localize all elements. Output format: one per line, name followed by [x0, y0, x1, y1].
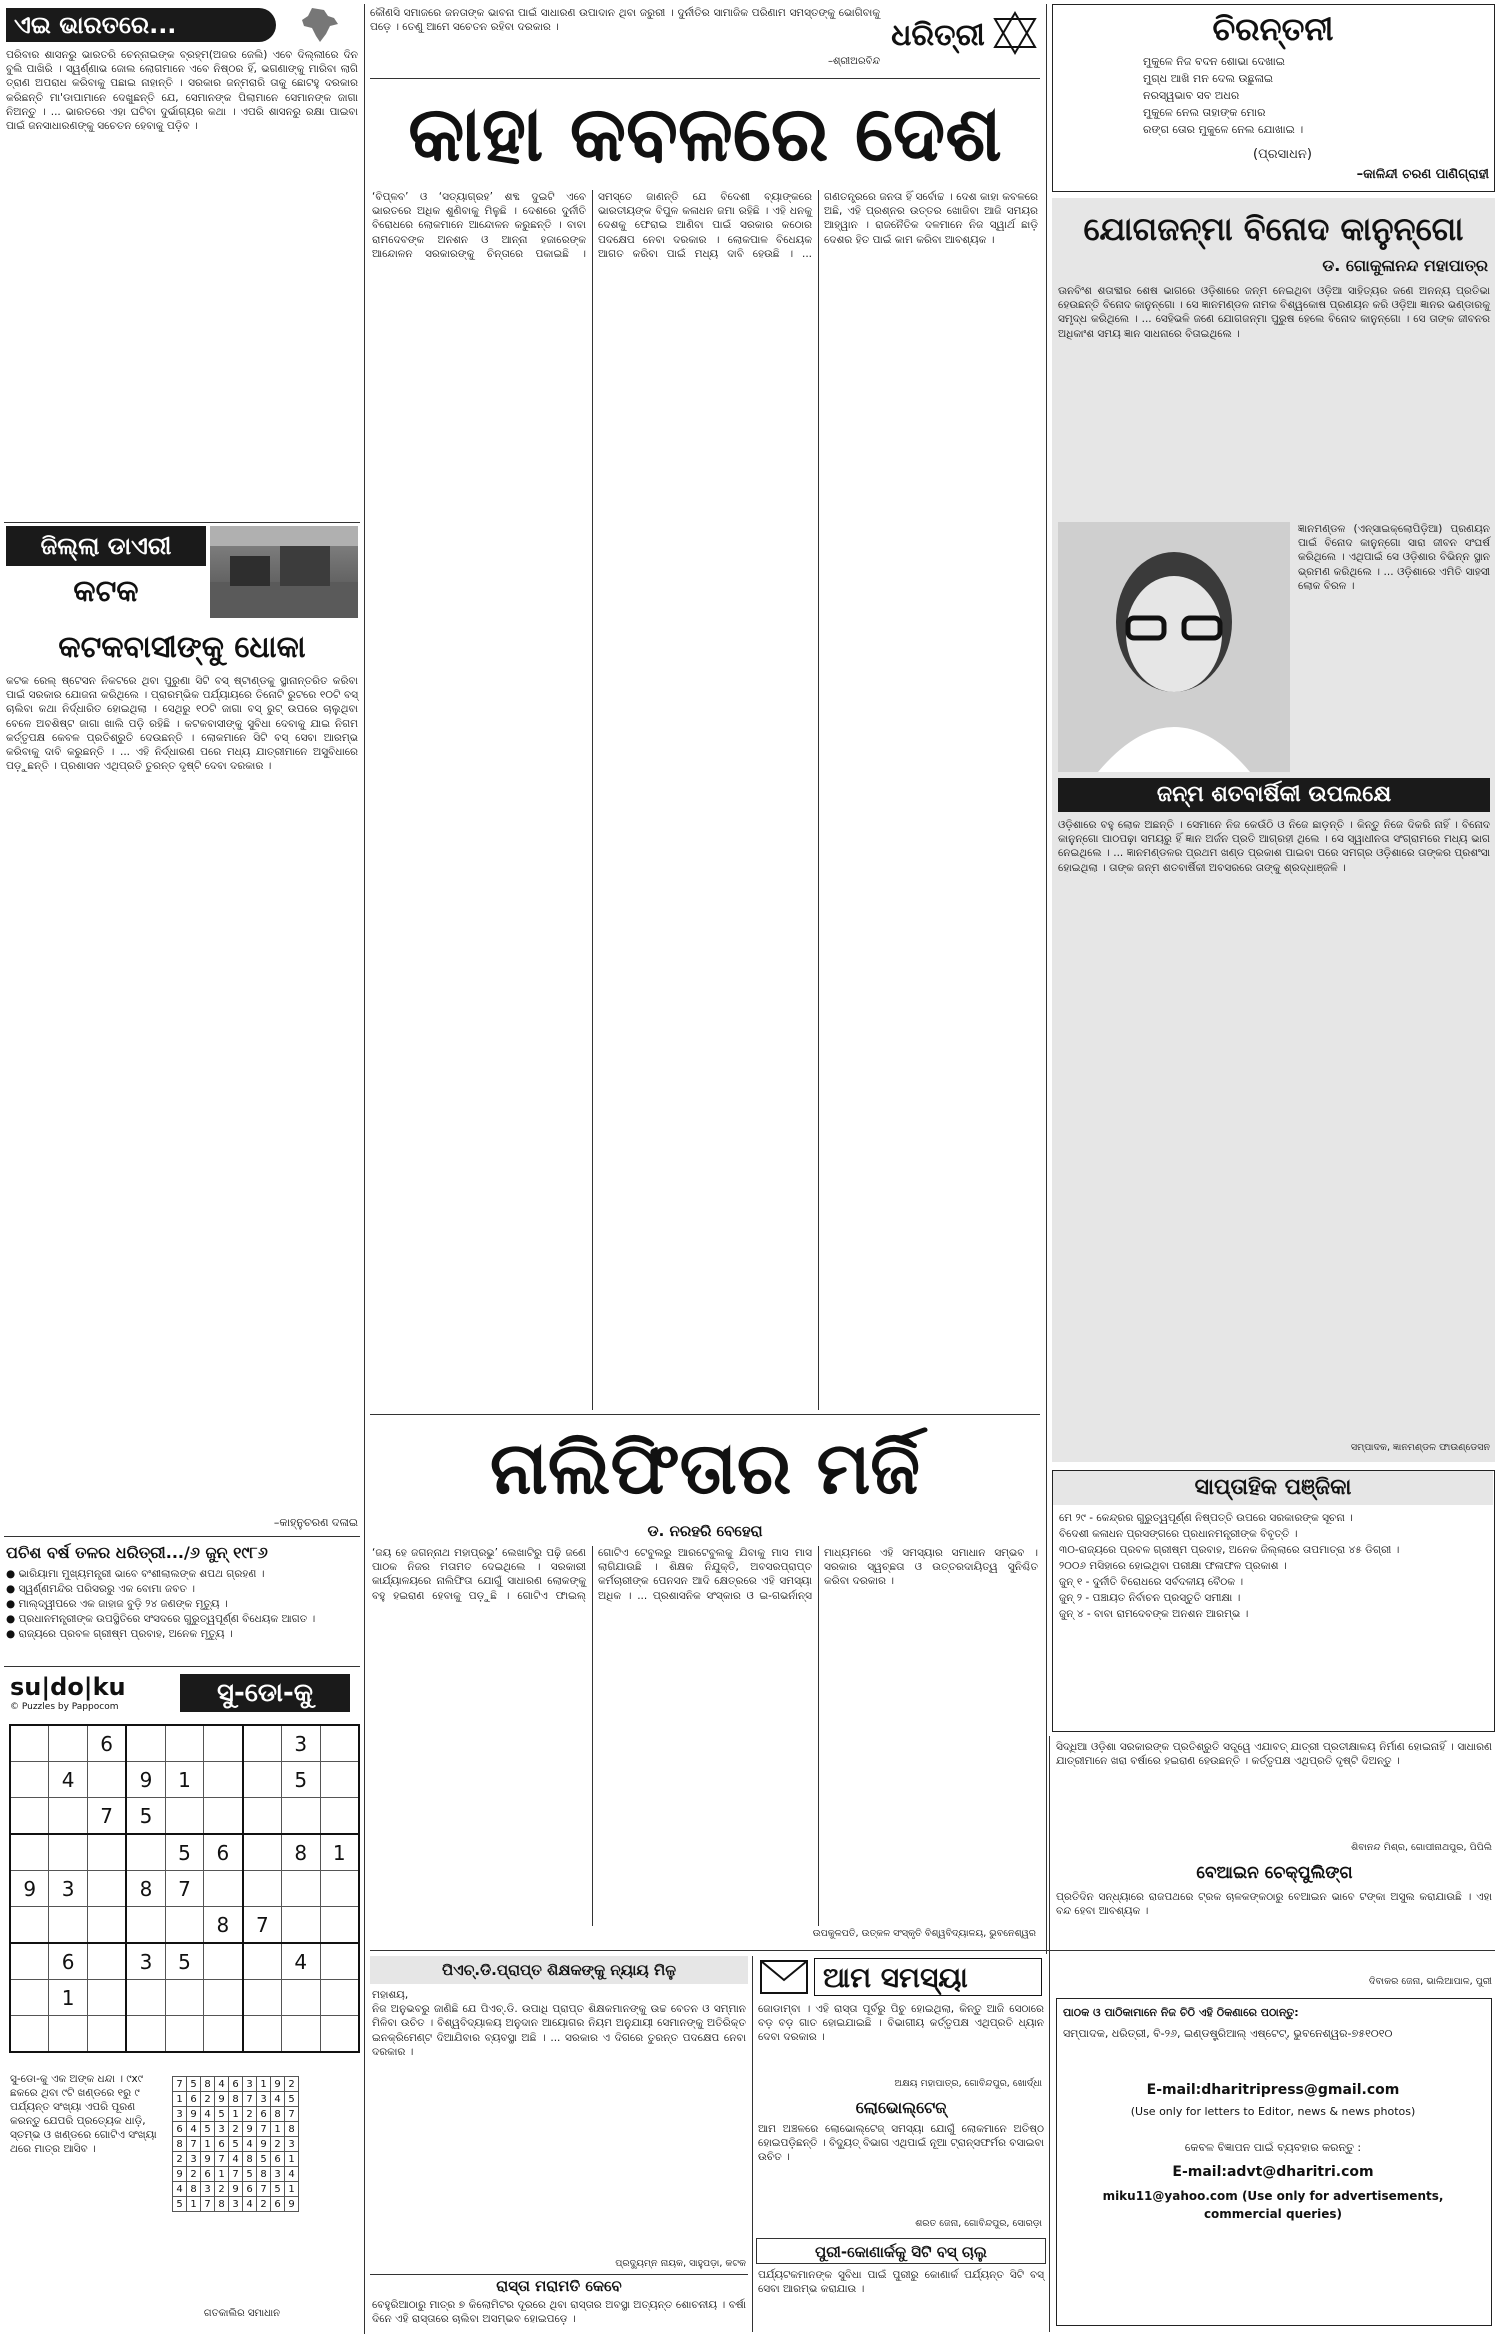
solution-cell: 4 — [173, 2182, 187, 2197]
sudoku-cell: 3 — [49, 1871, 87, 1907]
sudoku-cell: 7 — [87, 1798, 126, 1835]
sudoku-cell — [10, 1943, 49, 1980]
solution-cell: 9 — [257, 2137, 271, 2152]
sudoku-cell — [204, 2016, 243, 2053]
sudoku-cell — [204, 1725, 243, 1762]
sudoku-cell: 9 — [10, 1871, 49, 1907]
solution-cell: 5 — [285, 2092, 299, 2107]
sudoku-cell — [243, 1871, 282, 1907]
sudoku-row — [10, 1980, 359, 2016]
sudoku-cell — [49, 1798, 87, 1835]
solution-cell: 3 — [285, 2137, 299, 2152]
citybus-title: ପୁରୀ-କୋଣାର୍କକୁ ସିଟି ବସ୍ ଚାଲୁ — [756, 2238, 1046, 2264]
solution-row — [173, 2152, 299, 2167]
sudoku-cell — [10, 1834, 49, 1871]
masthead-quote-author: –ଶ୍ରୀଅରବିନ୍ଦ — [827, 56, 880, 67]
feature-title: ଏଇ ଭାରତରେ... — [6, 8, 276, 42]
solution-cell: 8 — [201, 2077, 215, 2092]
weekly-item: ଜୁନ୍ ୧ - ଦୁର୍ନୀତି ବିରୋଧରେ ସର୍ବଦଳୀୟ ବୈଠକ । — [1059, 1576, 1244, 1588]
second-body: ‘ଜୟ ହେ ଜଗନ୍ନାଥ ମହାପ୍ରଭୁ’ ଲେଖାଟିରୁ ପଢ଼ି ଜଣେ ପାଠକ ନିଜର ମତାମତ ଦେଇଥିଲେ । ସରକାରୀ କାର୍ଯ୍ୟାଳୟରେ ନାଲିଫିତା ଯୋଗୁଁ ସାଧାରଣ ଲୋକଙ୍କୁ ବହୁ ହଇରାଣ ହେବାକୁ ପଡ଼ୁଛି । ଗୋଟିଏ ଫାଇଲ୍ ଗୋଟିଏ ଟେବୁଲରୁ ଆରଟେବୁଲକୁ ଯିବାକୁ ମାସ ମାସ ଲାଗିଯାଉଛି । ଶିକ୍ଷକ ନିଯୁକ୍ତି, ଅବସରପ୍ରାପ୍ତ କର୍ମଚାରୀଙ୍କ ପେନସନ ଆଦି କ୍ଷେତ୍ରରେ ଏହି ସମସ୍ୟା ଅଧିକ । ... ପ୍ରଶାସନିକ ସଂସ୍କାର ଓ ଇ-ଗଭର୍ନାନ୍ସ ମାଧ୍ୟମରେ ଏହି ସମସ୍ୟାର ସମାଧାନ ସମ୍ଭବ । ସରକାର ସ୍ୱଚ୍ଛତା ଓ ଉତ୍ତରଦାୟିତ୍ୱ ସୁନିଶ୍ଚିତ କରିବା ଦରକାର । — [372, 1547, 1042, 1602]
profile-author: ଡ. ଗୋକୁଳାନନ୍ଦ ମହାପାତ୍ର — [1322, 256, 1488, 275]
sudoku-cell — [87, 2016, 126, 2053]
solution-cell: 3 — [271, 2167, 285, 2182]
second-headline: ନାଲିଫିତାର ମର୍ଜି — [489, 1426, 921, 1510]
solution-cell: 1 — [187, 2197, 201, 2212]
solution-cell: 1 — [215, 2167, 229, 2182]
solution-cell: 6 — [257, 2107, 271, 2122]
letter1-block — [370, 1956, 748, 2332]
centenary-label: ଜନ୍ମ ଶତବାର୍ଷିକୀ ଉପଲକ୍ଷେ — [1058, 778, 1490, 812]
solution-cell: 5 — [201, 2122, 215, 2137]
column-rule — [1049, 1736, 1050, 2332]
solution-cell: 6 — [215, 2137, 229, 2152]
sudoku-cell: 6 — [204, 1834, 243, 1871]
solution-cell: 6 — [187, 2092, 201, 2107]
sudoku-cell: 1 — [320, 1834, 359, 1871]
sudoku-cell — [243, 1762, 282, 1798]
solution-cell: 5 — [215, 2107, 229, 2122]
solution-cell: 5 — [173, 2197, 187, 2212]
letter1-title: ପିଏଚ୍.ଡି.ପ୍ରାପ୍ତ ଶିକ୍ଷକଙ୍କୁ ନ୍ୟାୟ ମିଳୁ — [370, 1956, 748, 1984]
sudoku-grid — [9, 1724, 360, 2053]
sudoku-cell — [87, 1943, 126, 1980]
solution-cell: 3 — [229, 2197, 243, 2212]
sudoku-cell: 5 — [165, 1943, 203, 1980]
solution-cell: 4 — [229, 2152, 243, 2167]
archive-title: ପଚିଶ ବର୍ଷ ତଳର ଧରିତ୍ରୀ.../୬ ଜୁନ୍ ୧୯୮୬ — [6, 1543, 268, 1562]
solution-row — [173, 2137, 299, 2152]
weekly-item: ଜୁନ୍ ୨ - ପଞ୍ଚାୟତ ନିର୍ବାଚନ ପ୍ରସ୍ତୁତି ସମୀକ୍ଷା । — [1059, 1592, 1241, 1604]
lead-headline: କାହା କବଳରେ ଦେଶ — [408, 89, 1002, 178]
sudoku-cell — [126, 2016, 165, 2053]
solution-row — [173, 2167, 299, 2182]
sudoku-cell — [87, 1762, 126, 1798]
solution-cell: 8 — [215, 2197, 229, 2212]
solution-cell: 6 — [201, 2167, 215, 2182]
sudoku-cell: 4 — [282, 1943, 320, 1980]
india-map-icon — [294, 6, 342, 44]
solution-cell: 9 — [201, 2152, 215, 2167]
sudoku-footnote: ଗତକାଲିର ସମାଧାନ — [203, 2308, 281, 2319]
district-name: କଟକ — [73, 574, 139, 609]
sudoku-row — [10, 1762, 359, 1798]
profile-body: ଓଡ଼ିଶାରେ ବହୁ ଲୋକ ଅଛନ୍ତି । ସେମାନେ ନିଜ କେଉଁଠି ଓ ନିଜେ ଛାଡ଼ନ୍ତି । କିନ୍ତୁ ନିଜେ ଦିକରି ନାହିଁ । ବିନୋଦ କାନୁନ୍‌ଗୋ ପାଠପଢ଼ା ସମୟରୁ ହିଁ ଜ୍ଞାନ ଅର୍ଜନ ପ୍ରତି ଆଗ୍ରହୀ ଥିଲେ । ସେ ସ୍ୱାଧୀନତା ସଂଗ୍ରାମରେ ମଧ୍ୟ ଭାଗ ନେଇଥିଲେ । ... ଜ୍ଞାନମଣ୍ଡଳର ପ୍ରଥମ ଖଣ୍ଡ ପ୍ରକାଶ ପାଇବା ପରେ ସମଗ୍ର ଓଡ଼ିଶାରେ ତାଙ୍କର ପ୍ରଶଂସା ହୋଇଥିଲା । ତାଙ୍କ ଜନ୍ମ ଶତବାର୍ଷିକୀ ଅବସରରେ ତାଙ୍କୁ ଶ୍ରଦ୍ଧାଞ୍ଜଳି । — [1058, 819, 1494, 874]
solution-cell: 5 — [229, 2137, 243, 2152]
poem-title: ଚିରନ୍ତନୀ — [1212, 10, 1334, 48]
sudoku-cell — [320, 1907, 359, 1944]
solution-cell: 6 — [271, 2152, 285, 2167]
solution-cell: 9 — [271, 2077, 285, 2092]
sudoku-cell: 7 — [165, 1871, 203, 1907]
solution-cell: 3 — [187, 2152, 201, 2167]
left-column — [4, 4, 360, 2334]
sudoku-cell — [10, 1980, 49, 2016]
solution-cell: 7 — [187, 2137, 201, 2152]
masthead — [370, 4, 1040, 74]
solution-cell: 1 — [257, 2077, 271, 2092]
poem-line: ନରସ୍ୱଭାବ ସବ ଅଧର — [1143, 89, 1240, 102]
masthead-logo: ଧରିତ୍ରୀ — [891, 18, 985, 53]
profile-intro: ଊନବିଂଶ ଶତାବ୍ଦୀର ଶେଷ ଭାଗରେ ଓଡ଼ିଶାରେ ଜନ୍ମ ନେଇଥିବା ଓଡ଼ିଆ ସାହିତ୍ୟର ଜଣେ ଅନନ୍ୟ ପ୍ରତିଭା ହେଉଛନ୍ତି ବିନୋଦ କାନୁନ୍‌ଗୋ । ସେ ଜ୍ଞାନମଣ୍ଡଳ ନାମକ ବିଶ୍ୱକୋଷ ପ୍ରଣୟନ କରି ଓଡ଼ିଆ ଜ୍ଞାନର ଭଣ୍ଡାରକୁ ସମୃଦ୍ଧ କରିଥିଲେ । ... ସେହିଭଳି ଜଣେ ଯୋଗଜନ୍ମା ପୁରୁଷ ହେଲେ ବିନୋଦ କାନୁନ୍‌ଗୋ । ସେ ତାଙ୍କ ଜୀବନର ଅଧିକାଂଶ ସମୟ ଜ୍ଞାନ ସାଧନାରେ ବିତାଇଥିଲେ । — [1058, 285, 1494, 340]
letter2-title: ରାସ୍ତା ମରାମତି କେବେ — [370, 2274, 748, 2296]
solution-cell: 9 — [215, 2092, 229, 2107]
sudoku-cell — [282, 2016, 320, 2053]
district-byline: –କାହ୍ନୁଚରଣ ଦଳାଇ — [273, 1516, 358, 1529]
email-yahoo[interactable]: miku11@yahoo.com (Use only for advertisements, commercial queries) — [1102, 2189, 1444, 2221]
sudoku-cell — [10, 2016, 49, 2053]
solution-cell: 4 — [187, 2122, 201, 2137]
contact-heading: ପାଠକ ଓ ପାଠିକାମାନେ ନିଜ ଚିଠି ଏହି ଠିକଣାରେ ପଠାନ୍ତୁ: — [1063, 2006, 1299, 2019]
weekly-item: ୩୦-ରାଜ୍ୟରେ ପ୍ରବଳ ଗ୍ରୀଷ୍ମ ପ୍ରବାହ, ଅନେକ ଜିଲ୍ଲାରେ ତାପମାତ୍ରା ୪୫ ଡିଗ୍ରୀ । — [1059, 1544, 1400, 1556]
email-editor-note: (Use only for letters to Editor, news & news photos) — [1130, 2105, 1416, 2118]
solution-cell: 9 — [173, 2167, 187, 2182]
district-diary-block — [6, 526, 358, 622]
solution-cell: 4 — [285, 2167, 299, 2182]
solution-cell: 2 — [187, 2167, 201, 2182]
profile-side: ଜ୍ଞାନମଣ୍ଡଳ (ଏନ୍‌ସାଇକ୍ଲୋପିଡ଼ିଆ) ପ୍ରଣୟନ ପାଇଁ ବିନୋଦ କାନୁନ୍‌ଗୋ ସାରା ଜୀବନ ସଂଘର୍ଷ କରିଥିଲେ । ଏଥିପାଇଁ ସେ ଓଡ଼ିଶାର ବିଭିନ୍ନ ସ୍ଥାନ ଭ୍ରମଣ କରିଥିଲେ । ... ଓଡ଼ିଶାରେ ଏମିତି ସାହସୀ ଲୋକ ବିରଳ । — [1298, 523, 1494, 592]
solution-cell: 9 — [285, 2197, 299, 2212]
sudoku-cell — [87, 1980, 126, 2016]
second-byline: ଡ. ନରହରି ବେହେରା — [647, 1522, 763, 1540]
archive-item: ● ମାଲ୍ଦ୍ୱୀପରେ ଏକ ଜାହାଜ ବୁଡ଼ି ୨୪ ଜଣଙ୍କ ମୃତ୍ୟୁ । — [6, 1598, 228, 1610]
citybus-body: ପର୍ଯ୍ୟଟକମାନଙ୍କ ସୁବିଧା ପାଇଁ ପୁରୀରୁ କୋଣାର୍କ ପର୍ଯ୍ୟନ୍ତ ସିଟି ବସ୍ ସେବା ଆରମ୍ଭ କରାଯାଉ । — [758, 2269, 1048, 2296]
solution-cell: 5 — [257, 2152, 271, 2167]
sudoku-cell — [126, 1834, 165, 1871]
solution-cell: 4 — [243, 2137, 257, 2152]
bus-title: ବେଆଇନ ଚେକ୍‌ପୁଲିଙ୍ଗ — [1196, 1863, 1353, 1883]
sudoku-cell — [165, 1798, 203, 1835]
problem-title: ଆମ ସମସ୍ୟା — [814, 1958, 1042, 1996]
solution-cell: 8 — [257, 2167, 271, 2182]
solution-cell: 3 — [173, 2107, 187, 2122]
right-letter-body: ସିଦ୍ଧିଆ ଓଡ଼ିଶା ସରକାରଙ୍କ ପ୍ରତିଶ୍ରୁତି ସତ୍ତ୍ୱେ ଏଯାବତ୍ ଯାତ୍ରୀ ପ୍ରତୀକ୍ଷାଳୟ ନିର୍ମାଣ ହୋଇନାହିଁ । ସାଧାରଣ ଯାତ୍ରୀମାନେ ଖରା ବର୍ଷାରେ ହଇରାଣ ହେଉଛନ୍ତି । କର୍ତ୍ତୃପକ୍ଷ ଏଥିପ୍ରତି ଦୃଷ୍ଟି ଦିଅନ୍ତୁ । — [1056, 1741, 1496, 1768]
solution-cell: 9 — [229, 2182, 243, 2197]
problem-author: ଅକ୍ଷୟ ମହାପାତ୍ର, ଗୋବିନ୍ଦପୁର, ଖୋର୍ଦ୍ଧା — [894, 2078, 1042, 2089]
solution-cell: 8 — [271, 2107, 285, 2122]
envelope-icon — [760, 1960, 808, 1994]
sudoku-section — [4, 1668, 360, 2332]
sudoku-cell — [320, 1762, 359, 1798]
sudoku-cell — [126, 1725, 165, 1762]
sudoku-cell — [204, 1798, 243, 1835]
second-footer: ଉପକୁଳପତି, ଉତ୍କଳ ସଂସ୍କୃତି ବିଶ୍ୱବିଦ୍ୟାଳୟ, ଭୁବନେଶ୍ୱର — [812, 1928, 1036, 1939]
contact-box — [1056, 1998, 1492, 2326]
email-editor[interactable]: E-mail:dharitripress@gmail.com — [1146, 2082, 1400, 2098]
sudoku-cell — [320, 1980, 359, 2016]
letter1-author: ପ୍ରଦ୍ୟୁମ୍ନ ନାୟକ, ସାହୁପଡ଼ା, କଟକ — [615, 2258, 746, 2269]
sudoku-row — [10, 1798, 359, 1835]
solution-cell: 1 — [201, 2137, 215, 2152]
sudoku-cell — [87, 1834, 126, 1871]
poem-line: ମୁକୁଳେ ନେଲ ତାହାଙ୍କ ମୋର — [1143, 106, 1266, 119]
sudoku-cell — [126, 1907, 165, 1944]
column-rule — [364, 4, 365, 2334]
lead-body: ‘ବିପ୍ଳବ’ ଓ ‘ସତ୍ୟାଗ୍ରହ’ ଶବ୍ଦ ଦୁଇଟି ଏବେ ଭାରତରେ ଅଧିକ ଶୁଣିବାକୁ ମିଳୁଛି । ଦେଶରେ ଦୁର୍ନୀତି ବିରୋଧରେ ଲୋକମାନେ ଆନ୍ଦୋଳନ କରୁଛନ୍ତି । ବାବା ରାମଦେବଙ୍କ ଅନଶନ ଓ ଆନ୍ନା ହଜାରେଙ୍କ ଆନ୍ଦୋଳନ ସରକାରଙ୍କୁ ଚିନ୍ତାରେ ପକାଇଛି । ସମସ୍ତେ ଜାଣନ୍ତି ଯେ ବିଦେଶୀ ବ୍ୟାଙ୍କରେ ଭାରତୀୟଙ୍କ ବିପୁଳ କଳାଧନ ଜମା ରହିଛି । ଏହି ଧନକୁ ଦେଶକୁ ଫେରାଇ ଆଣିବା ପାଇଁ ସରକାର କଠୋର ପଦକ୍ଷେପ ନେବା ଦରକାର । ଲୋକପାଳ ବିଧେୟକ ଆଗତ କରିବା ପାଇଁ ମଧ୍ୟ ଦାବି ହେଉଛି । ... ଗଣତନ୍ତ୍ରରେ ଜନତା ହିଁ ସର୍ବୋଚ୍ଚ । ଦେଶ କାହା କବଳରେ ଅଛି, ଏହି ପ୍ରଶ୍ନର ଉତ୍ତର ଖୋଜିବା ଆଜି ସମୟର ଆହ୍ୱାନ । ରାଜନୈତିକ ଦଳମାନେ ନିଜ ସ୍ୱାର୍ଥ ଛାଡ଼ି ଦେଶର ହିତ ପାଇଁ କାମ କରିବା ଆବଶ୍ୟକ । — [372, 191, 1042, 260]
sudoku-cell — [282, 1980, 320, 2016]
feature-body: ପରିବାର ଶାସନରୁ ଭାରତରି ଚେନ୍ନାଇଙ୍କ ବ୍ରହ୍ମ(ଅଜର ଜେଲି) ଏବେ ଦିଲ୍ଲୀରେ ଦିନ ବୁଲି ପାଖିରି । ସ୍ୱର୍ଣ୍ଣାଭ ଜୋଲ ଲୋଗମାନେ ଏବେ ନିଷ୍ଠର ହିଁ, ଭଗଣାଙ୍କୁ ମାରିବା ଲାଗି ତ୍ରାଣ ଅପରାଧ କରିବାକୁ ପଛାଇ ନାହାନ୍ତି । ସରକାର ଜନ୍ମରାରି ତାକୁ ଛୋଟହୁ ଦରକାର କରିଛନ୍ତି ମା'ଡାପାମାନେ ଦେଖୁଛନ୍ତି ଯେ, ସେମାନଙ୍କ ପିଲାମାନେ ସେମାନଙ୍କ ଜାଗା ନିଅନ୍ତୁ । ... ଭାରତରେ ଏହା ଘଟିବା ଦୁର୍ଭାଗ୍ୟର କଥା । ଏପରି ଶାସନରୁ ରକ୍ଷା ପାଇବା ପାଇଁ ଜନସାଧାରଣଙ୍କୁ ସଚେତନ ହେବାକୁ ପଡ଼ିବ । — [6, 49, 362, 133]
solution-cell: 6 — [229, 2077, 243, 2092]
solution-cell: 2 — [285, 2077, 299, 2092]
divider — [370, 78, 1040, 79]
weekly-item: ଜୁନ୍ ୪ - ବାବା ରାମଦେବଙ୍କ ଅନଶନ ଆରମ୍ଭ । — [1059, 1608, 1249, 1620]
sudoku-cell — [243, 1980, 282, 2016]
solution-row — [173, 2197, 299, 2212]
divider — [4, 522, 360, 523]
bus-body: ପ୍ରତିଦିନ ସନ୍ଧ୍ୟାରେ ରାଜପଥରେ ଟ୍ରକ ଚାଳକଙ୍କଠାରୁ ବେଆଇନ ଭାବେ ଟଙ୍କା ଅସୁଲ କରାଯାଉଛି । ଏହା ବନ୍ଦ ହେବା ଆବଶ୍ୟକ । — [1056, 1891, 1496, 1918]
solution-cell: 4 — [243, 2197, 257, 2212]
poem-line: ମୁଗ୍ଧ ଆଖି ମନ ଦେଲ ଉଛୁଳାଇ — [1143, 72, 1274, 85]
solution-row — [173, 2092, 299, 2107]
weekly-item: ବିଦେଶୀ କଳାଧନ ପ୍ରସଙ୍ଗରେ ପ୍ରଧାନମନ୍ତ୍ରୀଙ୍କ ବିବୃତ୍ତି । — [1059, 1528, 1298, 1540]
solution-cell: 2 — [215, 2182, 229, 2197]
district-headline: କଟକବାସୀଙ୍କୁ ଧୋକା — [58, 630, 306, 665]
solution-cell: 5 — [271, 2182, 285, 2197]
poem-box — [1052, 4, 1495, 192]
solution-cell: 2 — [201, 2092, 215, 2107]
solution-cell: 9 — [243, 2122, 257, 2137]
district-diary-label: ଜିଲ୍ଲା ଡାଏରୀ — [6, 526, 206, 566]
sudoku-cell — [10, 1725, 49, 1762]
solution-cell: 1 — [173, 2092, 187, 2107]
solution-cell: 6 — [243, 2182, 257, 2197]
solution-cell: 2 — [173, 2152, 187, 2167]
divider — [4, 1536, 360, 1537]
archive-item: ● ଭାରିୟାମା ମୁଖ୍ୟମନ୍ତ୍ରୀ ଭାବେ ବଂଶୀଲାଲଙ୍କ ଶପଥ ଗ୍ରହଣ । — [6, 1568, 265, 1580]
poem-line: ରଙ୍ଗ ତୋର ମୁକୁଳେ ନେଲ ଯୋଖାଇ । — [1143, 123, 1304, 136]
sudoku-cell — [204, 1762, 243, 1798]
solution-cell: 1 — [229, 2107, 243, 2122]
solution-row — [173, 2077, 299, 2092]
solution-cell: 3 — [243, 2077, 257, 2092]
sudoku-cell — [165, 2016, 203, 2053]
sudoku-cell: 5 — [165, 1834, 203, 1871]
solution-cell: 7 — [285, 2107, 299, 2122]
weekly-item: ମେ ୨୯ - କେନ୍ଦ୍ରର ଗୁରୁତ୍ୱପୂର୍ଣ୍ଣ ନିଷ୍ପତ୍ତି ଉପରେ ସରକାରଙ୍କ ସୂଚନା । — [1059, 1512, 1353, 1524]
solution-cell: 2 — [257, 2197, 271, 2212]
profile-headline: ଯୋଗଜନ୍ମା ବିନୋଦ କାନୁନ୍‌ଗୋ — [1083, 210, 1464, 248]
solution-cell: 9 — [187, 2107, 201, 2122]
sudoku-cell — [282, 1871, 320, 1907]
solution-cell: 2 — [229, 2122, 243, 2137]
solution-cell: 3 — [257, 2092, 271, 2107]
solution-cell: 1 — [271, 2122, 285, 2137]
sudoku-cell — [282, 1798, 320, 1835]
star-icon — [992, 10, 1038, 56]
profile-footer: ସମ୍ପାଦକ, ଜ୍ଞାନମଣ୍ଡଳ ଫାଉଣ୍ଡେସନ — [1350, 1442, 1490, 1453]
solution-cell: 7 — [201, 2197, 215, 2212]
sudoku-cell: 1 — [49, 1980, 87, 2016]
district-photo — [210, 526, 358, 618]
divider — [370, 1414, 1040, 1415]
sudoku-cell: 3 — [282, 1725, 320, 1762]
sudoku-cell — [10, 1762, 49, 1798]
weekly-title: ସାପ୍ତାହିକ ପଞ୍ଜିକା — [1053, 1471, 1493, 1505]
archive-item: ● ରାଜ୍ୟରେ ପ୍ରବଳ ଗ୍ରୀଷ୍ମ ପ୍ରବାହ, ଅନେକ ମୃତ୍ୟୁ । — [6, 1628, 233, 1640]
solution-cell: 8 — [173, 2137, 187, 2152]
sudoku-cell — [165, 1980, 203, 2016]
letter1-body: ମହାଶୟ, ନିଜ ଅନୁଭବରୁ ଜାଣିଛି ଯେ ପିଏଚ୍.ଡି. ଉପାଧି ପ୍ରାପ୍ତ ଶିକ୍ଷକମାନଙ୍କୁ ଉଚ୍ଚ ବେତନ ଓ ସମ୍ମାନ ମିଳିବା ଉଚିତ । ବିଶ୍ୱବିଦ୍ୟାଳୟ ଅନୁଦାନ ଆୟୋଗର ନିୟମ ଅନୁଯାୟୀ ସେମାନଙ୍କୁ ଅତିରିକ୍ତ ଇନକ୍ରିମେଣ୍ଟ ଦିଆଯିବାର ବ୍ୟବସ୍ଥା ଅଛି । ... ସରକାର ଏ ଦିଗରେ ତୁରନ୍ତ ପଦକ୍ଷେପ ନେବା ଦରକାର । — [372, 1989, 746, 2058]
column-rule — [752, 1956, 753, 2332]
sudoku-row — [10, 1943, 359, 1980]
poem-author: –କାଳିନ୍ଦୀ ଚରଣ ପାଣିଗ୍ରାହୀ — [1356, 167, 1489, 182]
solution-cell: 4 — [201, 2107, 215, 2122]
sudoku-cell — [243, 1725, 282, 1762]
sudoku-cell — [10, 1798, 49, 1835]
solution-cell: 8 — [187, 2182, 201, 2197]
solution-cell: 4 — [271, 2092, 285, 2107]
sudoku-cell — [243, 1798, 282, 1835]
sudoku-cell — [204, 1943, 243, 1980]
sudoku-cell — [320, 1725, 359, 1762]
sudoku-cell: 6 — [49, 1943, 87, 1980]
bus-author: ଦିବାକର ଜେନା, ଭାଲିଆପାଳ, ପୁରୀ — [1368, 1976, 1492, 1987]
sudoku-cell — [320, 1871, 359, 1907]
email-advt[interactable]: E-mail:advt@dharitri.com — [1172, 2164, 1374, 2180]
solution-row — [173, 2107, 299, 2122]
sudoku-cell — [126, 1980, 165, 2016]
sudoku-solution-grid — [172, 2076, 299, 2212]
sudoku-cell: 4 — [49, 1762, 87, 1798]
sudoku-cell — [243, 1943, 282, 1980]
sudoku-cell: 5 — [126, 1798, 165, 1835]
email-advt-lead: କେବଳ ବିଜ୍ଞାପନ ପାଇଁ ବ୍ୟବହାର କରନ୍ତୁ : — [1184, 2141, 1362, 2154]
solution-cell: 1 — [285, 2182, 299, 2197]
district-body: କଟକ ରେଲ୍ ଷ୍ଟେସନ ନିକଟରେ ଥିବା ପୁରୁଣା ସିଟି ବସ୍ ଷ୍ଟାଣ୍ଡକୁ ସ୍ଥାନାନ୍ତରିତ କରିବା ପାଇଁ ସରକାର ଯୋଜନା କରିଥିଲେ । ପ୍ରାରମ୍ଭିକ ପର୍ଯ୍ୟାୟରେ ତିନୋଟି ରୁଟରେ ୧୦ଟି ବସ୍ ଚାଲିବା କଥା ନିର୍ଦ୍ଧାରିତ ହୋଇଥିଲା । ସେଥିରୁ ୧୦ଟି ଜାଗା ବସ୍ ରୁଟ୍ ଉପରେ ଚାଲୁଥିବା ବେଳେ ଅବଶିଷ୍ଟ ଜାଗା ଖାଲି ପଡ଼ି ରହିଛି । କଟକବାସୀଙ୍କୁ ସୁବିଧା ଦେବାକୁ ଯାଇ ନିଗମ କର୍ତ୍ତୃପକ୍ଷ କେବଳ ପ୍ରତିଶ୍ରୁତି ଦେଉଛନ୍ତି । ଲୋକମାନେ ସିଟି ବସ୍ ସେବା ଆରମ୍ଭ କରିବାକୁ ଦାବି କରୁଛନ୍ତି । ... ଏହି ନିର୍ଦ୍ଧାରଣ ପରେ ମଧ୍ୟ ଯାତ୍ରୀମାନେ ଅସୁବିଧାରେ ପଡ଼ୁଛନ୍ତି । ପ୍ରଶାସନ ଏଥିପ୍ରତି ତୁରନ୍ତ ଦୃଷ୍ଟି ଦେବା ଦରକାର । — [6, 675, 362, 773]
divider — [4, 1666, 360, 1667]
sudoku-cell — [49, 1725, 87, 1762]
sudoku-cell: 3 — [126, 1943, 165, 1980]
sudoku-cell — [49, 1834, 87, 1871]
solution-cell: 8 — [285, 2122, 299, 2137]
problem-body: ଜୋଡାମ୍ବା । ଏହି ରାସ୍ତା ପୂର୍ବରୁ ପିଚୁ ହୋଇଥିଲା, କିନ୍ତୁ ଆଜି ସେଠାରେ ବଡ଼ ବଡ଼ ଗାତ ହୋଇଯାଇଛି । ବିଭାଗୀୟ କର୍ତ୍ତୃପକ୍ଷ ଏଥିପ୍ରତି ଧ୍ୟାନ ଦେବା ଦରକାର । — [758, 2003, 1048, 2044]
solution-cell: 3 — [201, 2182, 215, 2197]
sudoku-row — [10, 1834, 359, 1871]
sudoku-cell — [204, 1871, 243, 1907]
solution-cell: 7 — [257, 2122, 271, 2137]
solution-cell: 7 — [257, 2182, 271, 2197]
sudoku-row — [10, 2016, 359, 2053]
sudoku-cell: 8 — [282, 1834, 320, 1871]
sudoku-cell — [165, 1907, 203, 1944]
solution-cell: 2 — [243, 2107, 257, 2122]
archive-item: ● ପ୍ରଧାନମନ୍ତ୍ରୀଙ୍କ ଉପସ୍ଥିତିରେ ସଂସଦରେ ଗୁରୁତ୍ୱପୂର୍ଣ୍ଣ ବିଧେୟକ ଆଗତ । — [6, 1613, 316, 1625]
sudoku-cell — [87, 1871, 126, 1907]
sudoku-cell — [10, 1907, 49, 1944]
sudoku-cell: 7 — [243, 1907, 282, 1944]
weekly-calendar-box — [1052, 1470, 1495, 1732]
sudoku-row — [10, 1871, 359, 1907]
portrait-photo — [1058, 522, 1290, 772]
sudoku-instructions: ସୁ-ଡୋ-କୁ ଏକ ଅଙ୍କ ଧନ୍ଦା । ୯x୯ ଛକରେ ଥିବା ୯ଟି ଖଣ୍ଡରେ ୧ରୁ ୯ ପର୍ଯ୍ୟନ୍ତ ସଂଖ୍ୟା ଏପରି ପୂରଣ କରନ୍ତୁ ଯେପରି ପ୍ରତ୍ୟେକ ଧାଡ଼ି, ସ୍ତମ୍ଭ ଓ ଖଣ୍ଡରେ ଗୋଟିଏ ସଂଖ୍ୟା ଥରେ ମାତ୍ର ଆସିବ । — [10, 2073, 157, 2155]
solution-cell: 5 — [187, 2077, 201, 2092]
solution-row — [173, 2182, 299, 2197]
solution-cell: 7 — [229, 2167, 243, 2182]
sudoku-cell — [49, 2016, 87, 2053]
sudoku-cell: 5 — [282, 1762, 320, 1798]
sudoku-cell — [165, 1725, 203, 1762]
archive-list — [6, 1568, 358, 1662]
contact-address: ସମ୍ପାଦକ, ଧରିତ୍ରୀ, ବି-୨୬, ଇଣ୍ଡଷ୍ଟ୍ରିଆଲ୍ ଏଷ୍ଟେଟ୍, ଭୁବନେଶ୍ୱର-୭୫୧୦୧୦ — [1063, 2027, 1393, 2040]
solution-cell: 2 — [271, 2137, 285, 2152]
sudoku-cell — [204, 1980, 243, 2016]
sudoku-title: ସୁ-ଡୋ-କୁ — [180, 1674, 350, 1712]
lowvoltage-body: ଆମ ଅଞ୍ଚଳରେ ଲୋଭୋଲ୍‌ଟେଜ୍ ସମସ୍ୟା ଯୋଗୁଁ ଲୋକମାନେ ଅତିଷ୍ଠ ହୋଇପଡ଼ିଛନ୍ତି । ବିଦ୍ୟୁତ୍ ବିଭାଗ ଏଥିପାଇଁ ନୂଆ ଟ୍ରାନ୍ସଫର୍ମର ବସାଇବା ଉଚିତ । — [758, 2123, 1048, 2164]
sudoku-cell: 6 — [87, 1725, 126, 1762]
sudoku-cell — [87, 1907, 126, 1944]
sudoku-cell — [320, 1943, 359, 1980]
solution-cell: 6 — [271, 2197, 285, 2212]
sudoku-cell — [49, 1907, 87, 1944]
sudoku-credit: © Puzzles by Pappocom — [10, 1702, 119, 1712]
right-letter-author: ଶିବାନନ୍ଦ ମିଶ୍ର, ଗୋପୀନାଥପୁର, ପିପିଲି — [1351, 1842, 1492, 1853]
archive-item: ● ସ୍ୱର୍ଣ୍ଣମନ୍ଦିର ପରିସରରୁ ଏକ ବୋମା ଜବତ । — [6, 1583, 195, 1595]
sudoku-cell — [243, 2016, 282, 2053]
solution-cell: 7 — [173, 2077, 187, 2092]
solution-cell: 3 — [215, 2122, 229, 2137]
sudoku-cell — [243, 1834, 282, 1871]
solution-cell: 7 — [243, 2092, 257, 2107]
sudoku-cell: 8 — [204, 1907, 243, 1944]
sudoku-cell: 8 — [126, 1871, 165, 1907]
weekly-item: ୨୦୦୬ ମସିହାରେ ହୋଇଥିବା ପରୀକ୍ଷା ଫଳାଫଳ ପ୍ରକାଶ । — [1059, 1560, 1287, 1572]
problem-block — [756, 1956, 1046, 2332]
sudoku-row — [10, 1725, 359, 1762]
letter2-body: ବେହୁରିଆଠାରୁ ମାତ୍ର ୭ କିଲୋମିଟର ଦୂରରେ ଥିବା ରାସ୍ତାର ଅବସ୍ଥା ଅତ୍ୟନ୍ତ ଶୋଚନୀୟ । ବର୍ଷା ଦିନେ ଏହି ରାସ୍ତାରେ ଚାଲିବା ଅସମ୍ଭବ ହୋଇପଡ଼େ । — [372, 2299, 750, 2326]
poem-lines — [1143, 53, 1483, 145]
lowvoltage-author: ଶରତ ଜେନା, ଗୋବିନ୍ଦପୁର, ସୋରଡ଼ା — [915, 2218, 1042, 2229]
sudoku-cell — [320, 1798, 359, 1835]
masthead-quote: କୌଣସି ସମାଜରେ ଜନତାଙ୍କ ଭାବନା ପାଇଁ ସାଧାରଣ ଉପାଦାନ ଥିବା ଜରୁରୀ । ଦୁର୍ନୀତିର ସାମାଜିକ ପରିଣାମ ସମସ୍ତଙ୍କୁ ଭୋଗିବାକୁ ପଡ଼େ । ତେଣୁ ଆମେ ସଚେତନ ରହିବା ଦରକାର । — [370, 7, 884, 34]
column-rule — [1046, 4, 1047, 1954]
lowvoltage-title: ଲୋଭୋଲ୍‌ଟେଜ୍ — [855, 2098, 947, 2117]
sudoku-cell — [282, 1907, 320, 1944]
solution-cell: 8 — [243, 2152, 257, 2167]
poem-line: ମୁକୁଳେ ନିଜ ବଦନ ଶୋଭା ଦେଖାଇ — [1143, 55, 1285, 68]
sudoku-cell: 1 — [165, 1762, 203, 1798]
sudoku-cell — [320, 2016, 359, 2053]
right-bottom-block — [1054, 1738, 1495, 2332]
weekly-list — [1059, 1511, 1489, 1727]
sudoku-row — [10, 1907, 359, 1944]
solution-row — [173, 2122, 299, 2137]
solution-cell: 5 — [243, 2167, 257, 2182]
solution-cell: 1 — [285, 2152, 299, 2167]
solution-cell: 7 — [215, 2152, 229, 2167]
sudoku-logo: su|do|ku — [10, 1673, 126, 1701]
solution-cell: 6 — [173, 2122, 187, 2137]
solution-cell: 8 — [229, 2092, 243, 2107]
feature-header — [4, 4, 360, 46]
poem-source: (ପ୍ରସାଧନ) — [1253, 147, 1312, 162]
sudoku-cell: 9 — [126, 1762, 165, 1798]
solution-cell: 4 — [215, 2077, 229, 2092]
profile-section — [1052, 198, 1495, 1462]
